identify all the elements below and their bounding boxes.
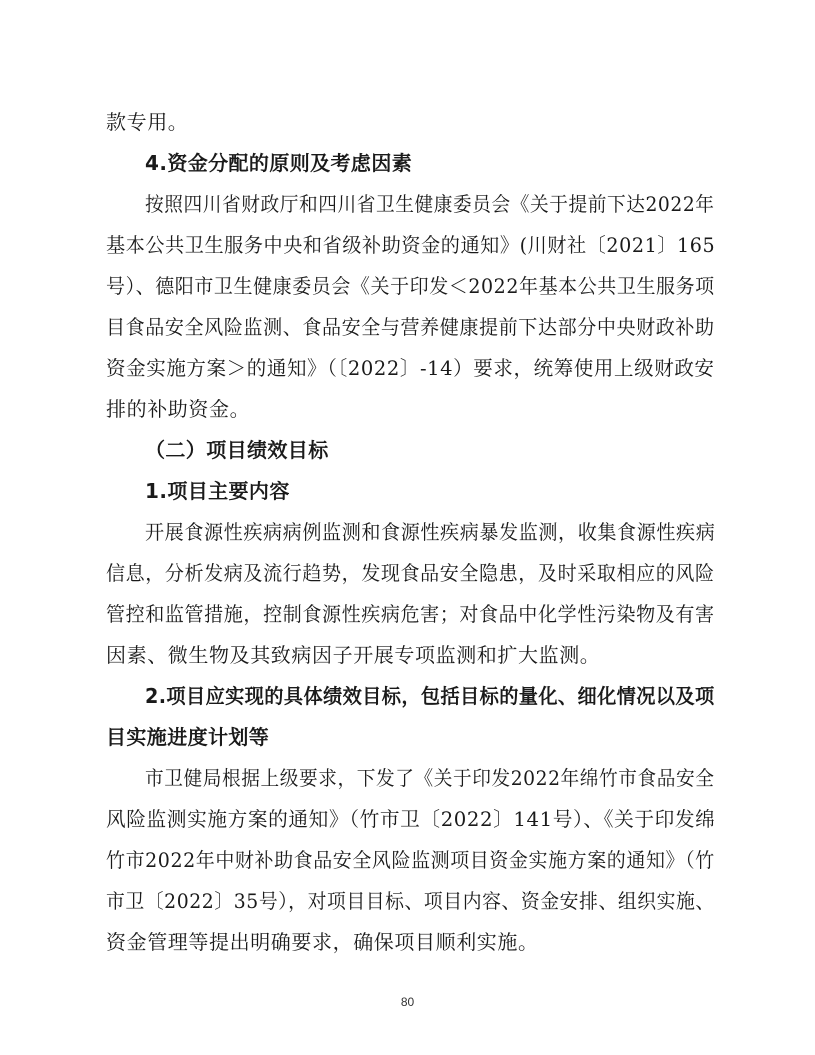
paragraph-line: 资金实施方案＞的通知》（〔2022〕-14）要求，统筹使用上级财政安 [106,356,715,380]
section-heading: 2.项目应实现的具体绩效目标，包括目标的量化、细化情况以及项 [145,684,715,708]
paragraph-line: 排的补助资金。 [106,397,251,421]
paragraph-line: 目食品安全风险监测、食品安全与营养健康提前下达部分中央财政补助 [106,315,715,339]
section-heading: （二）项目绩效目标 [145,438,329,462]
paragraph-line: 管控和监管措施，控制食源性疾病危害；对食品中化学性污染物及有害 [106,602,715,626]
paragraph-line: 开展食源性疾病病例监测和食源性疾病暴发监测，收集食源性疾病 [145,520,716,544]
section-heading: 4.资金分配的原则及考虑因素 [145,151,413,175]
paragraph-line: 风险监测实施方案的通知》（竹市卫〔2022〕141号）、《关于印发绵 [106,807,716,831]
paragraph-line: 按照四川省财政厅和四川省卫生健康委员会《关于提前下达2022年 [145,192,715,216]
paragraph-line: 号）、德阳市卫生健康委员会《关于印发＜2022年基本公共卫生服务项 [106,274,715,298]
paragraph-line: 信息，分析发病及流行趋势，发现食品安全隐患，及时采取相应的风险 [106,561,715,585]
paragraph-line: 因素、微生物及其致病因子开展专项监测和扩大监测。 [106,643,601,667]
page-number: 80 [400,995,415,1009]
section-heading: 1.项目主要内容 [145,479,290,503]
paragraph-line: 市卫健局根据上级要求，下发了《关于印发2022年绵竹市食品安全 [145,766,715,790]
section-heading: 目实施进度计划等 [106,725,270,749]
paragraph-line: 资金管理等提出明确要求，确保项目顺利实施。 [106,930,539,954]
paragraph-line: 款专用。 [106,110,189,134]
paragraph-line: 市卫〔2022〕35号），对项目目标、项目内容、资金安排、组织实施、 [106,889,715,913]
paragraph-line: 基本公共卫生服务中央和省级补助资金的通知》(川财社〔2021〕165 [106,233,716,257]
paragraph-line: 竹市2022年中财补助食品安全风险监测项目资金实施方案的通知》（竹 [106,848,715,872]
